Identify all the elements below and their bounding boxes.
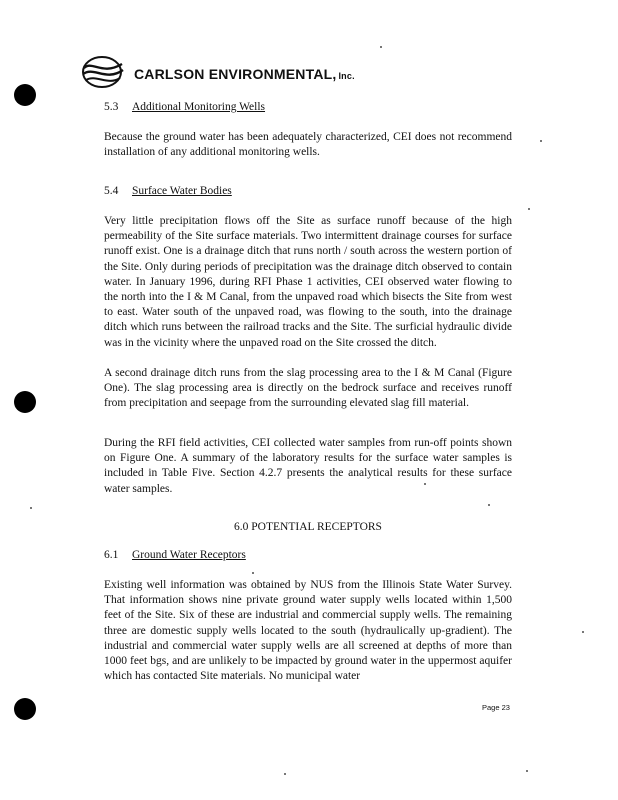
- section-6-1-heading: [104, 549, 246, 561]
- section-number: 6.1: [104, 549, 119, 561]
- section-5-4-heading: [104, 185, 232, 197]
- section-title: Surface Water Bodies: [132, 185, 232, 197]
- scan-speck: [424, 483, 426, 485]
- section-6-1-paragraph-1: Existing well information was obtained by NUS from the Illinois State Water Survey. That information shows nine private ground water supply wells located within 1,500 feet of the Site. Six of these are industrial and commercial supply wells. The remaining three are domestic supply wells located to the south (hydraulically up-gradient). The industrial and commercial water supply wells are all screened at depths of more than 1000 feet bgs, and are unlikely to be impacted by ground water in the uppermost aquifer which has contacted Site materials. No municipal water: [104, 579, 512, 683]
- section-title: Ground Water Receptors: [132, 549, 246, 561]
- scan-speck: [380, 46, 382, 48]
- scan-speck: [528, 208, 530, 210]
- scan-speck: [526, 770, 528, 772]
- section-5-4-paragraph-2: A second drainage ditch runs from the slag processing area to the I & M Canal (Figure One). The slag processing area is directly on the bedrock surface and receives runoff from precipitation and seepage from the surrounding elevated slag fill material.: [104, 367, 512, 410]
- punch-hole-middle: [14, 391, 36, 413]
- scan-speck: [582, 631, 584, 633]
- scan-speck: [30, 507, 32, 509]
- scan-speck: [252, 572, 254, 574]
- company-name: [134, 66, 355, 82]
- section-number: 5.4: [104, 185, 119, 197]
- page-number: Page 23: [482, 703, 510, 712]
- section-5-4-paragraph-3: During the RFI field activities, CEI collected water samples from run-off points shown on Figure One. A summary of the laboratory results for the surface water samples is included in Table Five. Section 4.2.7 presents the analytical results for these surface water samples.: [104, 437, 512, 495]
- company-name-text: CARLSON ENVIRONMENTAL,: [134, 66, 337, 82]
- section-6-0-heading: 6.0 POTENTIAL RECEPTORS: [234, 521, 382, 533]
- company-logo-icon: [80, 54, 126, 90]
- scan-speck: [284, 773, 286, 775]
- section-number: 5.3: [104, 101, 119, 113]
- scan-speck: [540, 140, 542, 142]
- punch-hole-top: [14, 84, 36, 106]
- punch-hole-bottom: [14, 698, 36, 720]
- section-5-3-heading: [104, 101, 265, 113]
- section-5-4-paragraph-1: Very little precipitation flows off the Site as surface runoff because of the high permeability of the Site surface materials. Two intermittent drainage courses for surface runoff exist. One is a drainage ditch that runs north / south across the western portion of the Site. Only during periods of precipitation was the drainage ditch observed to contain water. In January 1996, during RFI Phase 1 activities, CEI observed water flowing to the north into the I & M Canal, from the unpaved road which bisects the Site from west to east. Water south of the unpaved road, was flowing to the south, into the drainage ditch which runs between the railroad tracks and the Site. The surficial hydraulic divide was in the vicinity where the unpaved road on the Site crossed the ditch.: [104, 215, 512, 349]
- section-5-3-paragraph-1: Because the ground water has been adequately characterized, CEI does not recommend installation of any additional monitoring wells.: [104, 131, 512, 159]
- section-title: Additional Monitoring Wells: [132, 101, 266, 113]
- company-suffix: Inc.: [338, 71, 355, 81]
- scan-speck: [488, 504, 490, 506]
